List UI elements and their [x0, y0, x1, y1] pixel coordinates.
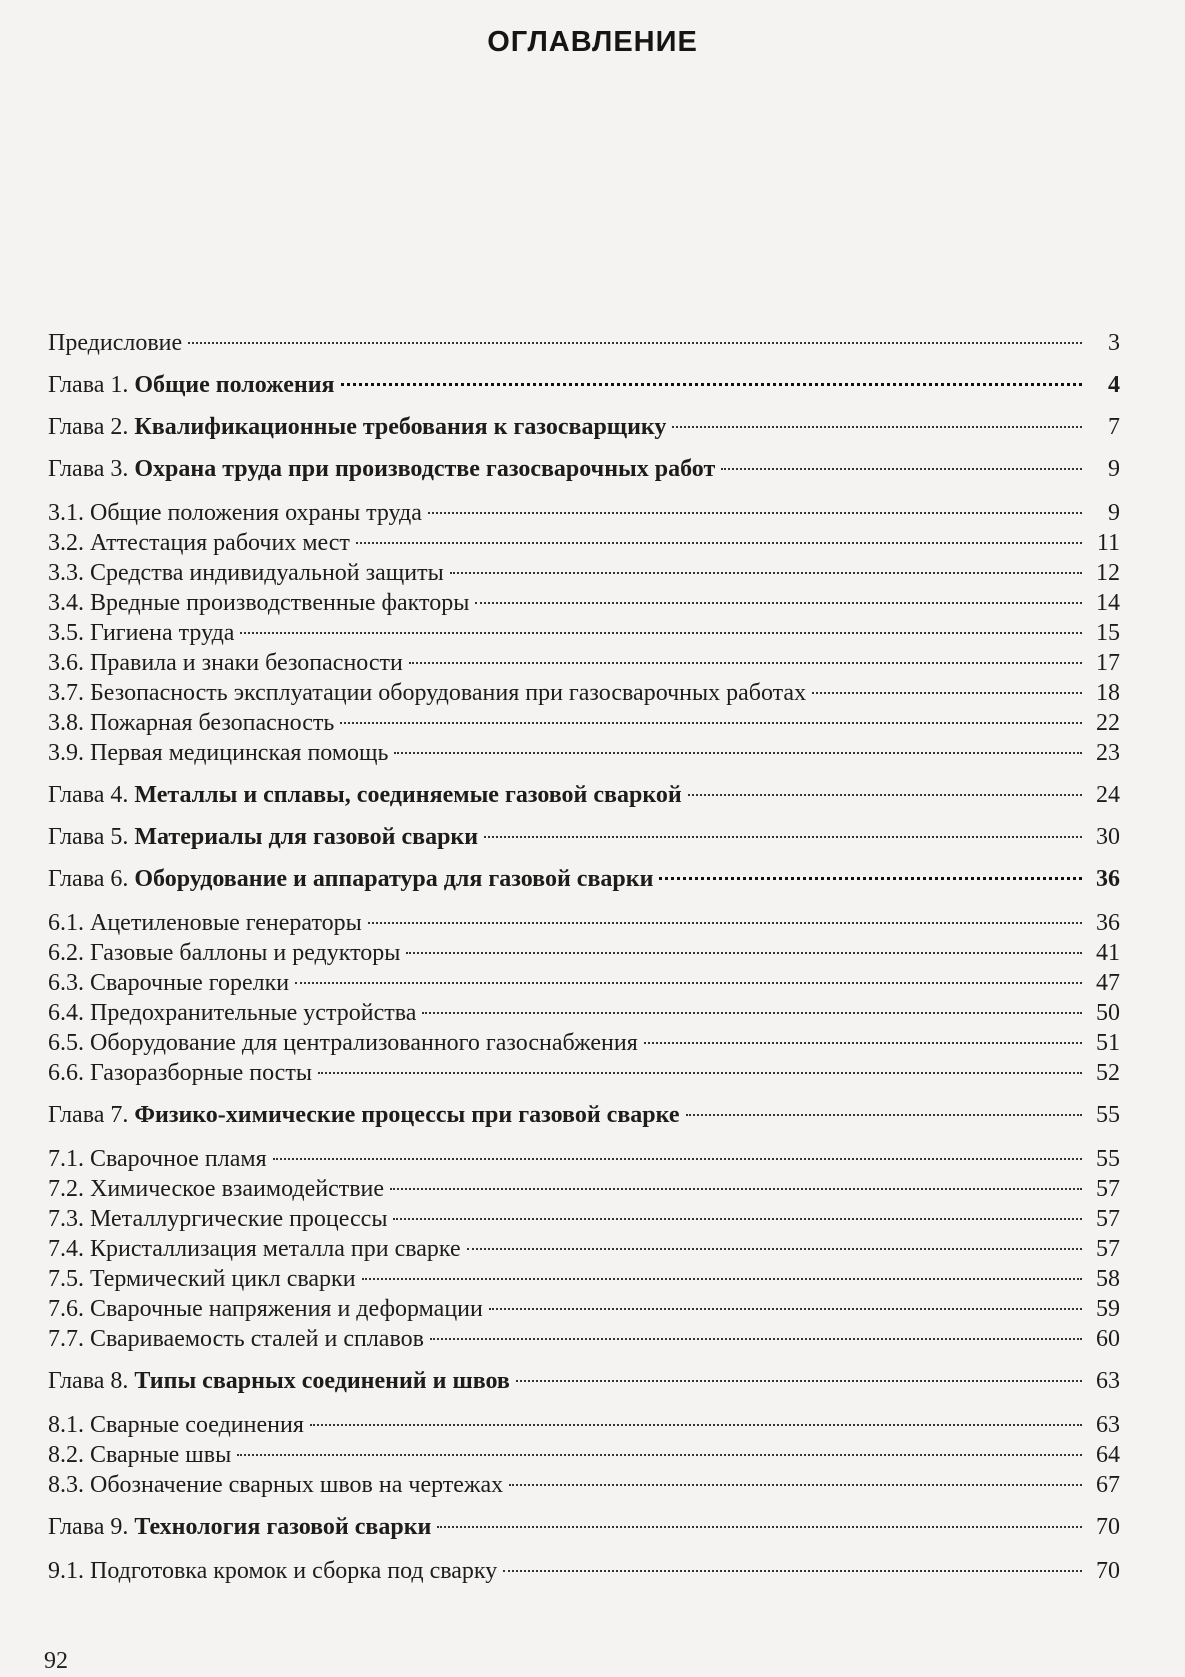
chapter-title: Металлы и сплавы, соединяемые газовой сваркой — [134, 782, 682, 808]
entry-page-number: 4 — [1108, 372, 1120, 398]
chapter-heading — [48, 1100, 680, 1130]
chapter-number: Глава 1. — [48, 372, 129, 398]
entry-page-number: 57 — [1096, 1236, 1120, 1262]
entry-title: 3.7. Безопасность эксплуатации оборудования при газосварочных работах — [48, 680, 807, 706]
entry-page-number: 67 — [1096, 1472, 1120, 1498]
entry-page-number: 59 — [1096, 1296, 1120, 1322]
dot-leader — [340, 722, 1082, 724]
chapter-number: Глава 5. — [48, 824, 129, 850]
dot-leader — [430, 1338, 1082, 1340]
entry-title: 3.4. Вредные производственные факторы — [48, 590, 470, 616]
entry-page-number: 63 — [1096, 1368, 1120, 1394]
dot-leader — [422, 1012, 1082, 1014]
toc-section-entry — [48, 998, 1120, 1028]
entry-title: 7.1. Сварочное пламя — [48, 1146, 267, 1172]
dot-leader — [467, 1248, 1082, 1250]
entry-title: 6.2. Газовые баллоны и редукторы — [48, 940, 401, 966]
entry-page-number: 30 — [1096, 824, 1120, 850]
dot-leader — [686, 1114, 1082, 1116]
entry-page-number: 11 — [1096, 530, 1120, 556]
toc-section-entry — [48, 1174, 1120, 1204]
toc-chapter-entry — [48, 1512, 1120, 1542]
toc-section-entry — [48, 1028, 1120, 1058]
chapter-title: Оборудование и аппаратура для газовой сварки — [134, 866, 654, 892]
chapter-title: Общие положения — [134, 372, 335, 398]
page-number: 92 — [44, 1648, 68, 1674]
entry-title: 3.6. Правила и знаки безопасности — [48, 650, 403, 676]
dot-leader — [475, 602, 1082, 604]
dot-leader — [812, 692, 1082, 694]
toc-section-entry — [48, 908, 1120, 938]
entry-title: 7.7. Свариваемость сталей и сплавов — [48, 1326, 424, 1352]
toc-section-entry — [48, 1144, 1120, 1174]
chapter-heading — [48, 1366, 510, 1396]
chapter-title: Типы сварных соединений и швов — [134, 1368, 510, 1394]
chapter-heading — [48, 454, 715, 484]
entry-title: 6.5. Оборудование для централизованного газоснабжения — [48, 1030, 638, 1056]
entry-title: 8.3. Обозначение сварных швов на чертежах — [48, 1472, 504, 1498]
toc-section-entry — [48, 1204, 1120, 1234]
chapter-title: Материалы для газовой сварки — [134, 824, 479, 850]
entry-page-number: 41 — [1096, 940, 1120, 966]
dot-leader — [393, 1218, 1082, 1220]
entry-page-number: 23 — [1096, 740, 1120, 766]
entry-title: 6.1. Ацетиленовые генераторы — [48, 910, 362, 936]
dot-leader — [672, 426, 1082, 428]
entry-title: 6.3. Сварочные горелки — [48, 970, 290, 996]
toc-section-entry — [48, 1058, 1120, 1088]
entry-title: 7.4. Кристаллизация металла при сварке — [48, 1236, 461, 1262]
entry-title: 3.3. Средства индивидуальной защиты — [48, 560, 444, 586]
entry-title: 7.5. Термический цикл сварки — [48, 1266, 356, 1292]
dot-leader — [394, 752, 1082, 754]
dot-leader — [356, 542, 1082, 544]
toc-chapter-entry — [48, 864, 1120, 894]
dot-leader — [240, 632, 1082, 634]
table-of-contents — [48, 328, 1120, 1586]
toc-section-entry — [48, 968, 1120, 998]
chapter-number: Глава 8. — [48, 1368, 129, 1394]
toc-section-entry — [48, 618, 1120, 648]
toc-entry — [48, 328, 1120, 358]
chapter-number: Глава 7. — [48, 1102, 129, 1128]
entry-page-number: 58 — [1096, 1266, 1120, 1292]
dot-leader — [237, 1454, 1082, 1456]
entry-title: 6.6. Газоразборные посты — [48, 1060, 312, 1086]
dot-leader — [489, 1308, 1082, 1310]
toc-section-entry — [48, 938, 1120, 968]
toc-section-entry — [48, 1264, 1120, 1294]
toc-chapter-entry — [48, 1100, 1120, 1130]
dot-leader — [659, 877, 1082, 880]
chapter-heading — [48, 412, 666, 442]
toc-section-entry — [48, 1294, 1120, 1324]
dot-leader — [484, 836, 1082, 838]
entry-page-number: 63 — [1096, 1412, 1120, 1438]
entry-title: 8.2. Сварные швы — [48, 1442, 232, 1468]
dot-leader — [721, 468, 1082, 470]
entry-title: 7.2. Химическое взаимодействие — [48, 1176, 385, 1202]
dot-leader — [368, 922, 1082, 924]
entry-title: 7.6. Сварочные напряжения и деформации — [48, 1296, 483, 1322]
toc-section-entry — [48, 1440, 1120, 1470]
toc-section-entry — [48, 588, 1120, 618]
entry-title: 8.1. Сварные соединения — [48, 1412, 304, 1438]
chapter-title: Физико-химические процессы при газовой сварке — [134, 1102, 680, 1128]
toc-section-entry — [48, 558, 1120, 588]
entry-page-number: 9 — [1108, 456, 1120, 482]
entry-page-number: 18 — [1096, 680, 1120, 706]
toc-chapter-entry — [48, 454, 1120, 484]
entry-page-number: 47 — [1096, 970, 1120, 996]
entry-page-number: 36 — [1096, 866, 1120, 892]
entry-page-number: 64 — [1096, 1442, 1120, 1468]
entry-page-number: 57 — [1096, 1176, 1120, 1202]
dot-leader — [295, 982, 1082, 984]
entry-page-number: 17 — [1096, 650, 1120, 676]
chapter-title: Технология газовой сварки — [134, 1514, 432, 1540]
dot-leader — [509, 1484, 1082, 1486]
entry-page-number: 70 — [1096, 1514, 1120, 1540]
entry-page-number: 12 — [1096, 560, 1120, 586]
dot-leader — [437, 1526, 1082, 1528]
toc-section-entry — [48, 738, 1120, 768]
chapter-number: Глава 3. — [48, 456, 129, 482]
toc-chapter-entry — [48, 822, 1120, 852]
entry-page-number: 57 — [1096, 1206, 1120, 1232]
toc-chapter-entry — [48, 370, 1120, 400]
toc-section-entry — [48, 678, 1120, 708]
entry-page-number: 52 — [1096, 1060, 1120, 1086]
dot-leader — [516, 1380, 1082, 1382]
entry-page-number: 36 — [1096, 910, 1120, 936]
toc-chapter-entry — [48, 412, 1120, 442]
chapter-number: Глава 6. — [48, 866, 129, 892]
entry-title: 3.8. Пожарная безопасность — [48, 710, 335, 736]
toc-section-entry — [48, 708, 1120, 738]
dot-leader — [273, 1158, 1082, 1160]
toc-section-entry — [48, 1470, 1120, 1500]
chapter-title: Квалификационные требования к газосварщику — [134, 414, 667, 440]
dot-leader — [503, 1570, 1082, 1572]
entry-title: 9.1. Подготовка кромок и сборка под сварку — [48, 1558, 498, 1584]
chapter-heading — [48, 822, 478, 852]
dot-leader — [188, 342, 1082, 344]
dot-leader — [362, 1278, 1082, 1280]
entry-page-number: 14 — [1096, 590, 1120, 616]
dot-leader — [450, 572, 1082, 574]
toc-chapter-entry — [48, 780, 1120, 810]
entry-title: 3.9. Первая медицинская помощь — [48, 740, 389, 766]
dot-leader — [428, 512, 1082, 514]
toc-section-entry — [48, 528, 1120, 558]
chapter-number: Глава 2. — [48, 414, 129, 440]
chapter-number: Глава 4. — [48, 782, 129, 808]
dot-leader — [644, 1042, 1082, 1044]
chapter-title: Охрана труда при производстве газосварочных работ — [134, 456, 716, 482]
entry-page-number: 55 — [1096, 1102, 1120, 1128]
entry-title: 3.1. Общие положения охраны труда — [48, 500, 422, 526]
entry-title: 3.2. Аттестация рабочих мест — [48, 530, 350, 556]
chapter-heading — [48, 1512, 431, 1542]
dot-leader — [341, 383, 1082, 386]
dot-leader — [409, 662, 1082, 664]
toc-section-entry — [48, 498, 1120, 528]
entry-page-number: 9 — [1108, 500, 1120, 526]
toc-chapter-entry — [48, 1366, 1120, 1396]
dot-leader — [318, 1072, 1082, 1074]
chapter-heading — [48, 370, 335, 400]
chapter-heading — [48, 864, 653, 894]
toc-section-entry — [48, 1410, 1120, 1440]
entry-page-number: 24 — [1096, 782, 1120, 808]
toc-section-entry — [48, 1324, 1120, 1354]
dot-leader — [406, 952, 1082, 954]
toc-section-entry — [48, 1234, 1120, 1264]
chapter-heading — [48, 780, 682, 810]
entry-page-number: 60 — [1096, 1326, 1120, 1352]
entry-page-number: 55 — [1096, 1146, 1120, 1172]
dot-leader — [688, 794, 1082, 796]
entry-title: Предисловие — [48, 330, 183, 356]
dot-leader — [310, 1424, 1082, 1426]
entry-page-number: 51 — [1096, 1030, 1120, 1056]
toc-section-entry — [48, 648, 1120, 678]
entry-page-number: 22 — [1096, 710, 1120, 736]
chapter-number: Глава 9. — [48, 1514, 129, 1540]
entry-title: 3.5. Гигиена труда — [48, 620, 235, 646]
toc-section-entry — [48, 1556, 1120, 1586]
dot-leader — [390, 1188, 1082, 1190]
entry-page-number: 7 — [1108, 414, 1120, 440]
entry-page-number: 70 — [1096, 1558, 1120, 1584]
entry-title: 6.4. Предохранительные устройства — [48, 1000, 417, 1026]
entry-page-number: 3 — [1108, 330, 1120, 356]
entry-page-number: 15 — [1096, 620, 1120, 646]
page-title: ОГЛАВЛЕНИЕ — [487, 26, 698, 58]
entry-page-number: 50 — [1096, 1000, 1120, 1026]
entry-title: 7.3. Металлургические процессы — [48, 1206, 388, 1232]
